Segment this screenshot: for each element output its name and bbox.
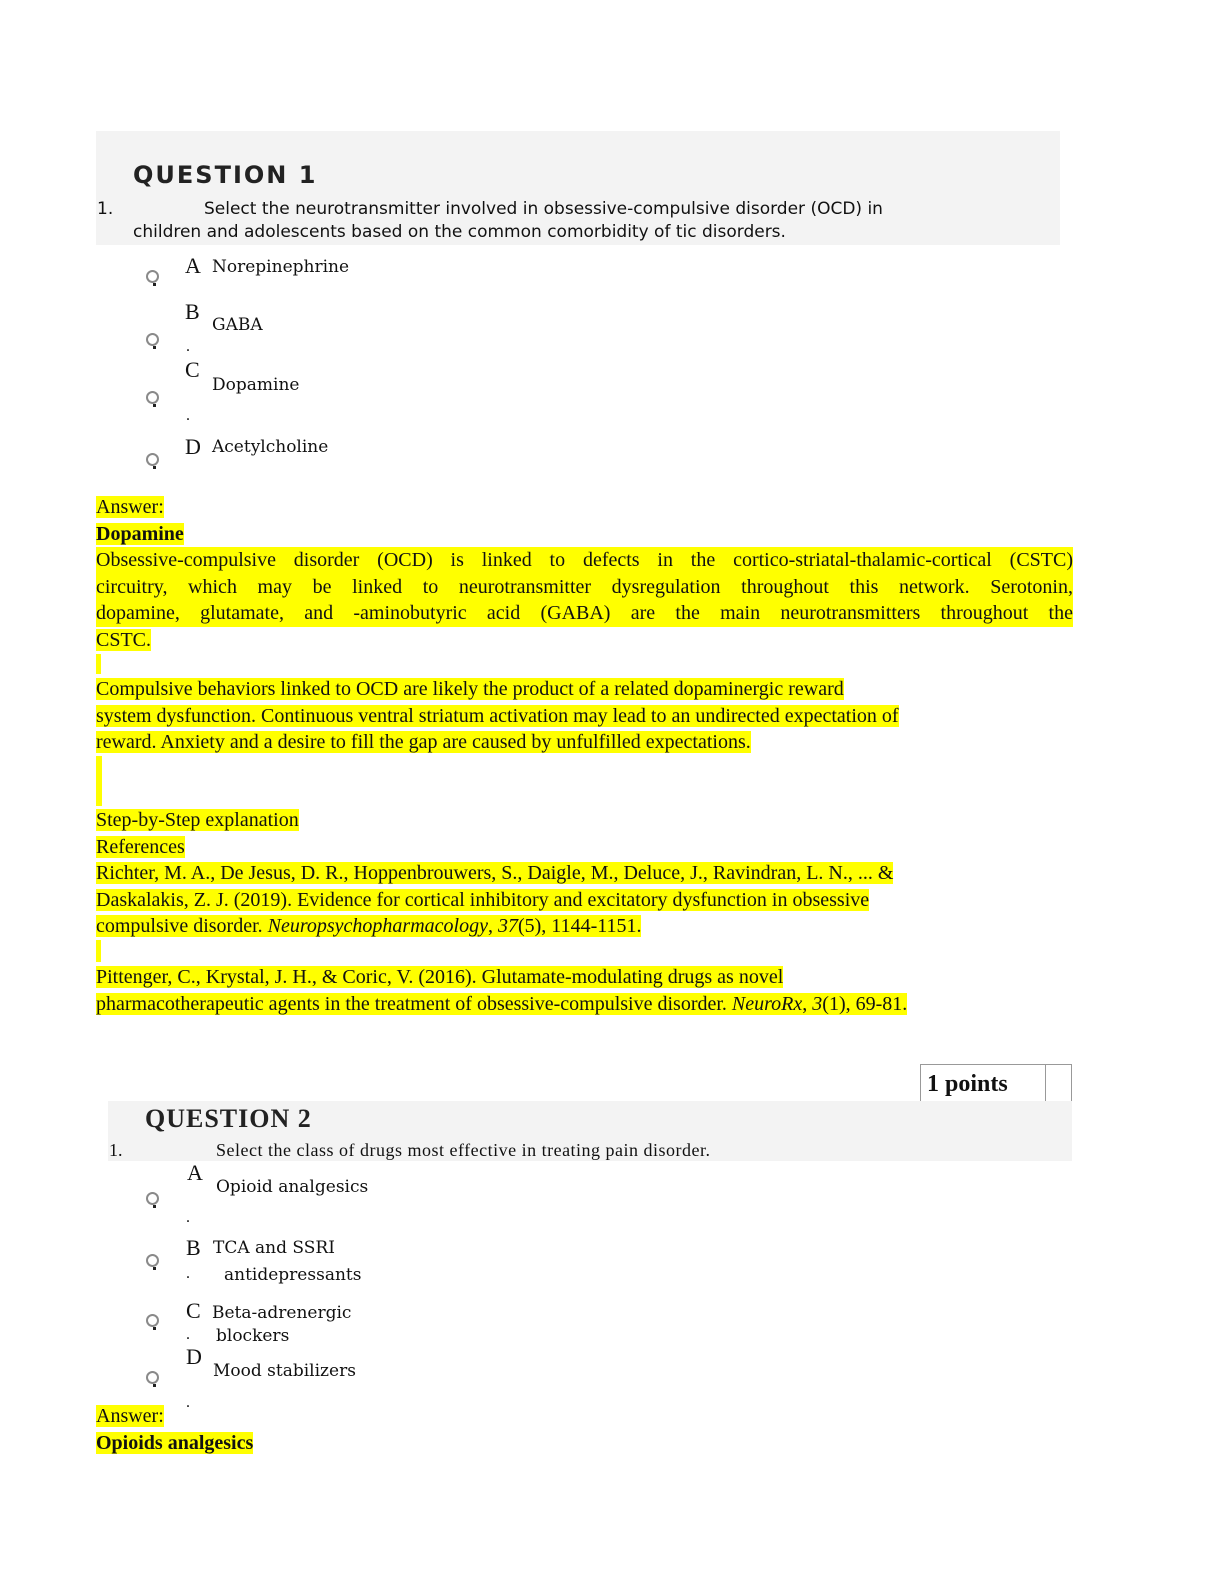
answer-1-references (96, 807, 1073, 940)
q2-option-a-radio[interactable] (146, 1192, 159, 1205)
answer-1-value: Dopamine (96, 522, 184, 545)
q1-option-d-label[interactable]: Acetylcholine (212, 437, 329, 457)
answer-1-label: Answer: (96, 496, 164, 518)
q1-option-b-dot: . (186, 338, 190, 355)
question-2-title: QUESTION 2 (145, 1104, 312, 1133)
answer-1-para2-line2: system dysfunction. Continuous ventral striatum activation may lead to an undirected expectation of (96, 704, 899, 727)
points-box (920, 1064, 1072, 1103)
reference-1-line3: compulsive disorder. Neuropsychopharmacology, 37(5), 1144-1151. (96, 915, 642, 937)
q1-option-b-radio[interactable] (146, 333, 159, 346)
answer-1-gap-marker-3 (96, 940, 101, 962)
q1-option-c-dot: . (186, 407, 190, 424)
reference-2-line1: Pittenger, C., Krystal, J. H., & Coric, V. (2016). Glutamate-modulating drugs as novel (96, 966, 784, 988)
answer-2-value: Opioids analgesics (96, 1431, 254, 1454)
q2-option-b-radio[interactable] (146, 1254, 159, 1267)
answer-1-para2-line3: reward. Anxiety and a desire to fill the gap are caused by unfulfilled expectations. (96, 731, 751, 753)
q2-option-b-label-line2[interactable]: antidepressants (224, 1265, 362, 1285)
points-divider (1045, 1065, 1046, 1102)
answer-1-reference-2 (96, 964, 1073, 1017)
q1-option-a-radio[interactable] (146, 270, 159, 283)
q1-option-c-radio[interactable] (146, 391, 159, 404)
q1-option-c-letter: C (185, 357, 200, 382)
q2-option-c-label-line1[interactable]: Beta-adrenergic (212, 1303, 352, 1323)
q2-option-d-letter: D (186, 1344, 202, 1369)
answer-1-para1-line4: CSTC. (96, 628, 152, 651)
q2-option-b-label-line1[interactable]: TCA and SSRI (213, 1238, 335, 1258)
q2-option-a-label[interactable]: Opioid analgesics (216, 1177, 369, 1197)
answer-1-para2 (96, 676, 1073, 756)
q1-option-b-label[interactable]: GABA (212, 315, 263, 335)
answer-1-gap-marker-2 (96, 756, 102, 806)
answer-1-para1-line3: dopamine, glutamate, and -aminobutyric acid (GABA) are the main neurotransmitters throughout the (96, 600, 1073, 627)
question-1-number: 1. (97, 199, 114, 219)
q1-option-c-label[interactable]: Dopamine (212, 375, 300, 395)
points-label: 1 points (927, 1071, 1008, 1097)
q2-option-a-dot: . (186, 1209, 190, 1226)
question-2-number: 1. (109, 1140, 123, 1160)
reference-1-line2: Daskalakis, Z. J. (2019). Evidence for cortical inhibitory and excitatory dysfunction in obsessive (96, 888, 870, 911)
reference-1-line1: Richter, M. A., De Jesus, D. R., Hoppenbrouwers, S., Daigle, M., Deluce, J., Ravindran, L. N., ... & (96, 862, 894, 884)
q2-option-c-radio[interactable] (146, 1314, 159, 1327)
reference-1-journal: Neuropsychopharmacology (267, 915, 488, 937)
q2-option-c-letter: C (186, 1298, 201, 1323)
answer-1-para1-line2: circuitry, which may be linked to neurotransmitter dysregulation throughout this network. Serotonin, (96, 574, 1073, 601)
answer-2-label: Answer: (96, 1405, 164, 1427)
references-label: References (96, 835, 185, 858)
q1-option-d-letter: D (185, 434, 201, 459)
q2-option-d-dot: . (186, 1394, 190, 1411)
q2-option-c-dot: . (186, 1326, 190, 1343)
q1-option-a-label[interactable]: Norepinephrine (212, 257, 350, 277)
question-1-title: QUESTION 1 (133, 161, 318, 189)
q2-option-d-radio[interactable] (146, 1371, 159, 1384)
answer-2-block (96, 1403, 1073, 1456)
q2-option-a-letter: A (187, 1160, 203, 1185)
q1-option-d-radio[interactable] (146, 453, 159, 466)
q1-option-a-letter: A (185, 253, 201, 278)
q2-option-b-letter: B (186, 1235, 201, 1260)
answer-1-para1-line1: Obsessive-compulsive disorder (OCD) is linked to defects in the cortico-striatal-thalamic-cortical (CSTC) (96, 547, 1073, 574)
q2-option-c-label-line2[interactable]: blockers (216, 1326, 290, 1346)
q1-option-b-letter: B (185, 299, 200, 324)
reference-2-volume: 3 (812, 992, 823, 1015)
answer-1-gap-marker (96, 654, 101, 674)
reference-1-volume: 37 (497, 915, 518, 937)
question-2-text: Select the class of drugs most effective in treating pain disorder. (216, 1140, 711, 1160)
question-1-text-line2: children and adolescents based on the common comorbidity of tic disorders. (133, 222, 786, 242)
answer-1-block (96, 494, 1073, 653)
step-by-step-label: Step-by-Step explanation (96, 809, 299, 831)
reference-2-journal: NeuroRx (731, 992, 803, 1015)
answer-1-para2-line1: Compulsive behaviors linked to OCD are likely the product of a related dopaminergic reward (96, 678, 844, 700)
reference-2-line2: pharmacotherapeutic agents in the treatment of obsessive-compulsive disorder. NeuroRx, 3(1), 69-81. (96, 992, 908, 1015)
q2-option-b-dot: . (186, 1265, 190, 1282)
q2-option-d-label[interactable]: Mood stabilizers (213, 1361, 356, 1381)
question-1-text-line1: Select the neurotransmitter involved in obsessive-compulsive disorder (OCD) in (204, 199, 883, 219)
